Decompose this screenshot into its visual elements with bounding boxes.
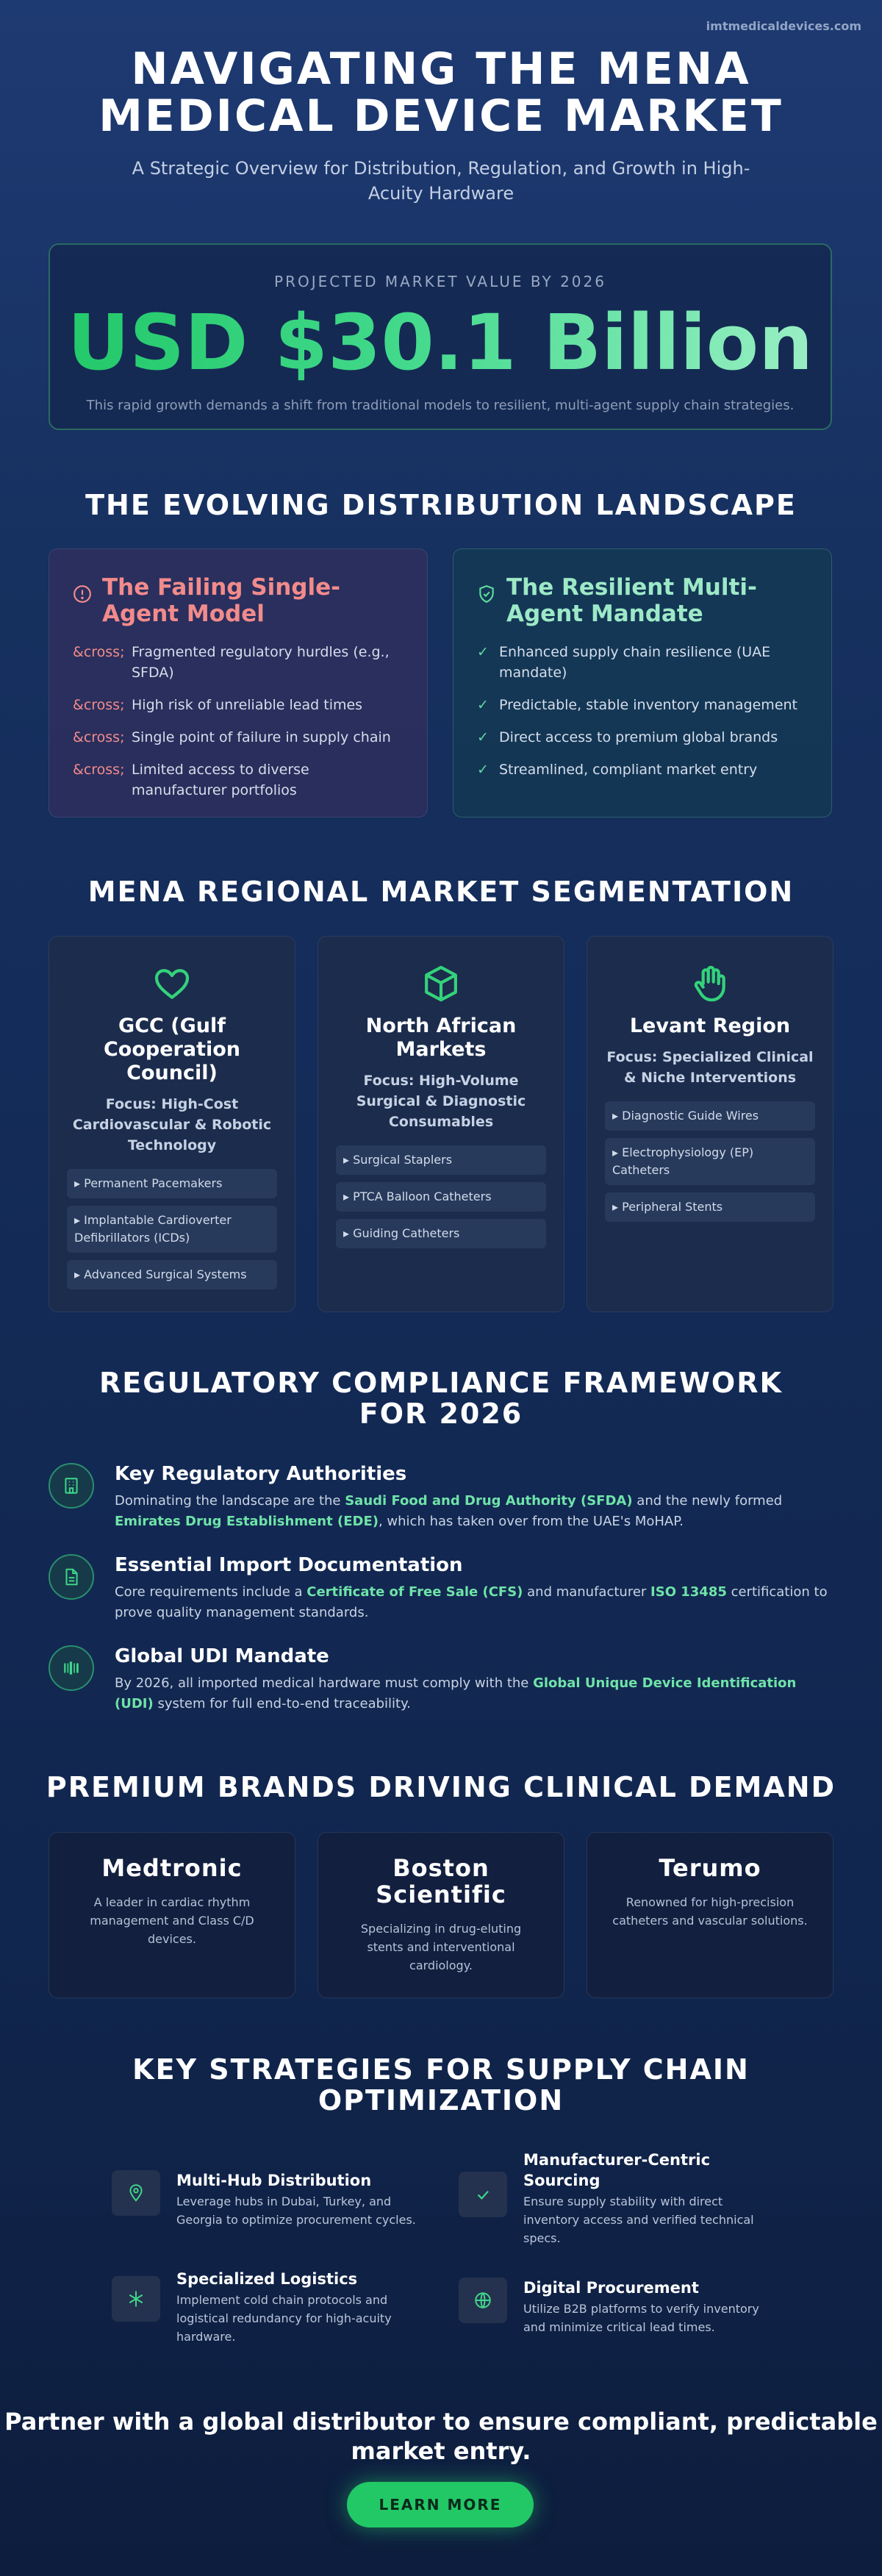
cross-marker: &cross; [73, 729, 125, 745]
learn-more-button[interactable]: LEARN MORE [347, 2482, 534, 2527]
list-item: ▸ Surgical Staplers [336, 1145, 546, 1175]
brand-name: Medtronic [101, 1854, 243, 1882]
snowflake-icon [126, 2289, 146, 2308]
regulatory-item-text: Dominating the landscape are the Saudi Food and Drug Authority (SFDA) and the newly formed Emirates Drug Establishment (EDE), which has taken over from the UAE's MoHAP. [115, 1493, 783, 1529]
region-focus: Focus: High-Cost Cardiovascular & Robotic Technology [72, 1096, 272, 1153]
regulatory-section-title: REGULATORY COMPLIANCE FRAMEWORK FOR 2026 [99, 1367, 783, 1430]
strategy-title: Digital Procurement [523, 2279, 699, 2297]
list-item: &cross; Single point of failure in supply chain [73, 727, 404, 748]
strategy-desc: Ensure supply stability with direct inventory access and verified technical specs. [523, 2194, 754, 2245]
cross-marker: &cross; [73, 697, 125, 713]
brand-desc: Renowned for high-precision catheters and vascular solutions. [612, 1895, 808, 1928]
region-card-north-africa [318, 936, 564, 1312]
regulatory-item-text: By 2026, all imported medical hardware must comply with the Global Unique Device Identification (UDI) system for full end-to-end traceability. [115, 1675, 797, 1711]
highlight: Global Unique Device Identification (UDI) [115, 1675, 797, 1711]
list-item: ✓ Predictable, stable inventory management [477, 695, 808, 715]
brand-card-terumo [587, 1832, 833, 1998]
regulatory-item [49, 1463, 835, 1532]
check-marker: ✓ [477, 697, 489, 713]
brand-desc: Specializing in drug-eluting stents and interventional cardiology. [360, 1922, 522, 1972]
regulatory-item-title: Essential Import Documentation [115, 1554, 463, 1576]
market-value-card [49, 243, 832, 430]
hero-subtitle: A Strategic Overview for Distribution, Regulation, and Growth in High-Acuity Hardware [132, 158, 750, 204]
highlight: Certificate of Free Sale (CFS) [306, 1584, 523, 1600]
cross-marker: &cross; [73, 644, 125, 660]
heart-icon [151, 963, 193, 1004]
highlight: Saudi Food and Drug Authority (SFDA) [345, 1493, 633, 1509]
region-focus: Focus: High-Volume Surgical & Diagnostic Consumables [356, 1073, 526, 1130]
check-marker: ✓ [477, 729, 489, 745]
list-item: &cross; Limited access to diverse manufacturer portfolios [73, 759, 404, 801]
list-item: &cross; High risk of unreliable lead times [73, 695, 404, 715]
list-item: ✓ Streamlined, compliant market entry [477, 759, 808, 780]
list-item: ✓ Enhanced supply chain resilience (UAE mandate) [477, 642, 808, 683]
regulatory-item [49, 1645, 835, 1714]
strategy-title: Specialized Logistics [176, 2270, 358, 2288]
barcode-icon [62, 1659, 81, 1678]
strategy-title: Manufacturer-Centric Sourcing [523, 2151, 711, 2189]
market-value-label: PROJECTED MARKET VALUE BY 2026 [274, 273, 606, 290]
distribution-section-title: THE EVOLVING DISTRIBUTION LANDSCAPE [85, 489, 797, 521]
resilient-model-card [453, 548, 832, 817]
box-icon [420, 963, 462, 1004]
brand-card-medtronic [49, 1832, 295, 1998]
list-item: ▸ PTCA Balloon Catheters [336, 1182, 546, 1212]
region-name: North African Markets [365, 1015, 517, 1061]
market-value-note: This rapid growth demands a shift from traditional models to resilient, multi-agent supply chain strategies. [86, 398, 795, 413]
resilient-model-title: The Resilient Multi-Agent Mandate [506, 574, 757, 627]
regulatory-item-title: Key Regulatory Authorities [115, 1463, 407, 1485]
check-marker: ✓ [477, 762, 489, 778]
check-marker: ✓ [477, 644, 489, 660]
list-item: ▸ Permanent Pacemakers [67, 1169, 277, 1198]
cta-text: Partner with a global distributor to ensure compliant, predictable market entry. [4, 2408, 878, 2465]
list-item: ▸ Diagnostic Guide Wires [605, 1101, 815, 1131]
brand-desc: A leader in cardiac rhythm management and Class C/D devices. [90, 1895, 254, 1946]
cross-marker: &cross; [73, 762, 125, 778]
list-item: ▸ Electrophysiology (EP) Catheters [605, 1138, 815, 1185]
market-value-amount: USD $30.1 Billion [50, 302, 831, 383]
hand-icon [689, 963, 731, 1004]
strategy-desc: Leverage hubs in Dubai, Turkey, and Georgia to optimize procurement cycles. [176, 2194, 416, 2227]
strategy-item [459, 2150, 775, 2247]
highlight: ISO 13485 [650, 1584, 727, 1600]
failing-model-title: The Failing Single-Agent Model [102, 574, 340, 627]
brand-name: Boston Scientific [376, 1854, 506, 1908]
failing-model-card [49, 548, 428, 817]
list-item: ▸ Advanced Surgical Systems [67, 1260, 277, 1289]
region-card-levant [587, 936, 833, 1312]
site-url[interactable]: imtmedicaldevices.com [706, 19, 861, 33]
regulatory-item-text: Core requirements include a Certificate of Free Sale (CFS) and manufacturer ISO 13485 certification to prove quality management standards. [115, 1584, 828, 1620]
regulatory-item-title: Global UDI Mandate [115, 1645, 329, 1667]
region-name: Levant Region [629, 1015, 791, 1037]
strategy-desc: Implement cold chain protocols and logistical redundancy for high-acuity hardware. [176, 2293, 392, 2344]
brands-section-title: PREMIUM BRANDS DRIVING CLINICAL DEMAND [46, 1771, 836, 1803]
region-focus: Focus: Specialized Clinical & Niche Interventions [606, 1049, 814, 1086]
hero-title: NAVIGATING THE MENA MEDICAL DEVICE MARKET [98, 43, 784, 142]
segmentation-section-title: MENA REGIONAL MARKET SEGMENTATION [87, 876, 795, 908]
globe-icon [473, 2291, 492, 2310]
shield-check-icon [477, 584, 496, 604]
strategy-title: Multi-Hub Distribution [176, 2172, 372, 2189]
map-pin-icon [126, 2183, 146, 2203]
list-item: ✓ Direct access to premium global brands [477, 727, 808, 748]
brand-name: Terumo [659, 1854, 761, 1882]
list-item: ▸ Implantable Cardioverter Defibrillators (ICDs) [67, 1206, 277, 1253]
strategy-item [459, 2278, 775, 2336]
highlight: Emirates Drug Establishment (EDE) [115, 1514, 379, 1529]
building-icon [62, 1476, 81, 1495]
regulatory-item [49, 1554, 835, 1623]
alert-icon [73, 584, 92, 604]
list-item: &cross; Fragmented regulatory hurdles (e.g., SFDA) [73, 642, 404, 683]
check-icon [473, 2185, 492, 2204]
document-icon [62, 1567, 81, 1586]
region-card-gcc [49, 936, 295, 1312]
strategy-item [112, 2269, 428, 2346]
strategy-item [112, 2170, 428, 2229]
region-name: GCC (Gulf Cooperation Council) [103, 1015, 241, 1084]
list-item: ▸ Guiding Catheters [336, 1219, 546, 1248]
brand-card-boston-scientific [318, 1832, 564, 1998]
strategy-desc: Utilize B2B platforms to verify inventory and minimize critical lead times. [523, 2302, 759, 2334]
strategies-section-title: KEY STRATEGIES FOR SUPPLY CHAIN OPTIMIZATION [132, 2053, 750, 2117]
list-item: ▸ Peripheral Stents [605, 1192, 815, 1222]
